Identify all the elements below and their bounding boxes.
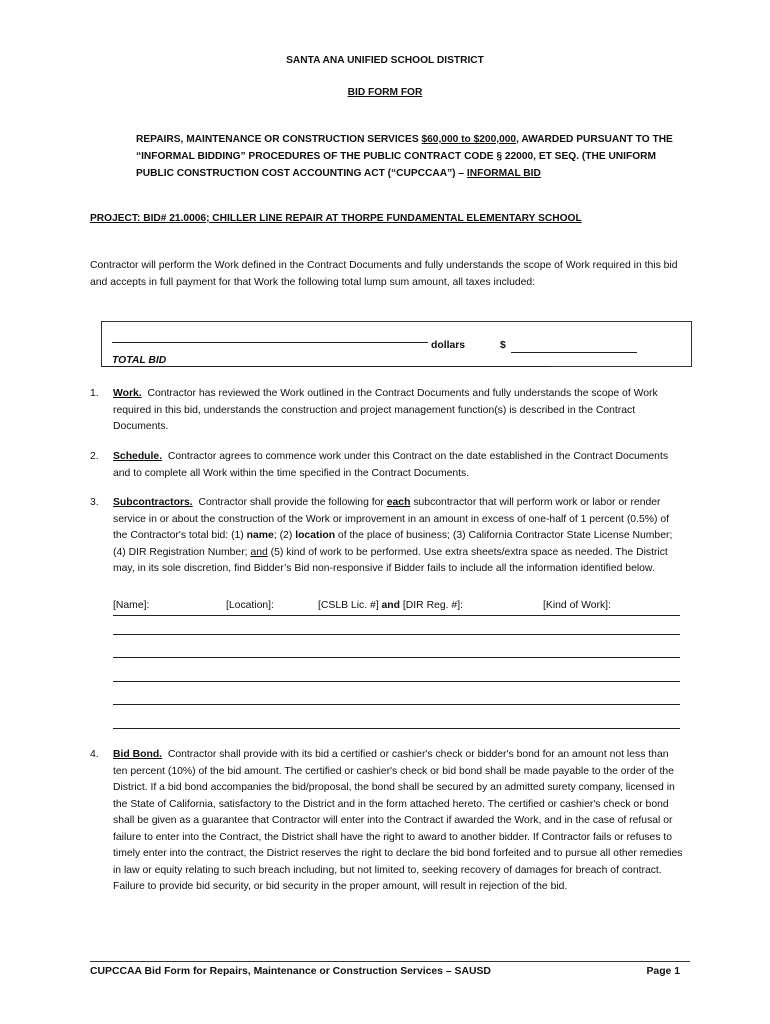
- item-text-e: (5) kind of work to be performed. Use extra sheets/extra space as needed. The District may, in its sole discretion, find Bidder’s Bid non-responsive if Bidder fails to include all the information identified below.: [113, 546, 668, 574]
- form-title: BID FORM FOR: [347, 87, 423, 98]
- item-text-name: name: [246, 530, 274, 541]
- total-bid-underline: [102, 366, 550, 367]
- subcontractor-entry-line[interactable]: [113, 681, 680, 682]
- subcontractor-entry-line[interactable]: [113, 728, 680, 729]
- form-description: [136, 131, 696, 182]
- sub-dir-text: [DIR Reg. #]:: [402, 600, 463, 611]
- item-text-location: location: [295, 530, 336, 541]
- description-informal-bid: INFORMAL BID: [466, 168, 541, 179]
- item-number: 2.: [90, 451, 99, 462]
- item-text: Contractor agrees to commence work under this Contract on the date established in the Contract Documents and to complete all Work within the time specified in the Contract Documents.: [113, 451, 669, 479]
- page-number: Page 1: [646, 966, 680, 977]
- item-text-and: and: [250, 546, 268, 558]
- subcontractor-entry-line[interactable]: [113, 704, 680, 705]
- item-title: Subcontractors.: [113, 497, 193, 508]
- item-number: 3.: [90, 497, 99, 508]
- item-title: Schedule.: [113, 451, 163, 462]
- description-part1: REPAIRS, MAINTENANCE OR CONSTRUCTION SERVICES: [136, 134, 422, 145]
- description-range: $60,000 to $200,000: [421, 134, 517, 145]
- item-text-d: of the place of business; (3) California Contractor State License Number; (4) DIR Registration Number;: [113, 530, 673, 558]
- item-text-c: ; (2): [273, 530, 296, 541]
- dollars-amount-field[interactable]: [511, 352, 637, 353]
- item-text: Contractor shall provide with its bid a certified or cashier's check or bidder's bond for an amount not less than ten percent (10%) of the bid amount. The certified or cashier's check or bid bond shall be made payable to the order of the District. If a bid bond accompanies the bid/proposal, the bond shall be secured by an admitted surety company, licensed in the State of California, satisfactory to the District and in the form attached hereto. The certified or cashier's check or bond shall be given as a guarantee that Contractor will enter into the Contract if awarded the Work, and in the case of refusal or failure to enter into the Contract, the District shall have the right to award to another bidder. If Contractor fails or refuses to timely enter into the contract, the District reserves the right to declare the bid bond forfeited and to pursue all other remedies in law or equity relating to such breach including, but not limited to, seeking recovery of damages for breach of contract. Failure to provide bid security, or bid security in the proper amount, will result in rejection of the bid.: [113, 749, 683, 892]
- sub-location-label: [Location]:: [226, 600, 274, 611]
- subcontractor-header-row: [113, 598, 680, 616]
- subcontractor-entry-line[interactable]: [113, 657, 680, 658]
- dollars-written-field[interactable]: [112, 342, 428, 343]
- item-text: Contractor has reviewed the Work outlined in the Contract Documents and fully understands the scope of Work required in this bid, understands the construction and project management function(s) is described in the Contract Documents.: [113, 388, 658, 432]
- dollar-sign: $: [500, 340, 506, 351]
- district-title: SANTA ANA UNIFIED SCHOOL DISTRICT: [286, 55, 484, 66]
- total-bid-box: [101, 321, 692, 367]
- item-text-each: each: [386, 497, 411, 508]
- sub-name-label: [Name]:: [113, 600, 150, 611]
- sub-kind-label: [Kind of Work]:: [543, 600, 611, 611]
- description-part2: , AWARDED PURSUANT TO THE “INFORMAL BIDDING” PROCEDURES OF THE PUBLIC CONTRACT CODE § 22000, ET SEQ. (THE UNIFORM PUBLIC CONSTRUCTION COST ACCOUNTING ACT (“CUPCCAA”) –: [136, 134, 673, 179]
- subcontractor-entry-line[interactable]: [113, 634, 680, 635]
- sub-and-text: and: [381, 600, 401, 611]
- item-text-b: subcontractor that will perform work or labor or render service in or about the construction of the Work or improvement in an amount in excess of one-half of 1 percent (0.5%) of the Contractor's total bid: (1): [113, 497, 669, 541]
- item-title: Bid Bond.: [113, 749, 163, 760]
- item-text-a: Contractor shall provide the following for: [198, 497, 387, 508]
- footer-title: CUPCCAA Bid Form for Repairs, Maintenance or Construction Services – SAUSD: [90, 966, 491, 977]
- item-number: 1.: [90, 388, 99, 399]
- total-bid-label: TOTAL BID: [112, 355, 167, 366]
- sub-cslb-label: [318, 598, 463, 615]
- project-label: PROJECT: BID# 21.0006; CHILLER LINE REPAIR AT THORPE FUNDAMENTAL ELEMENTARY SCHOOL: [90, 213, 582, 224]
- dollars-label: dollars: [431, 340, 466, 351]
- sub-cslb-text: [CSLB Lic. #]: [318, 600, 379, 611]
- item-title: Work.: [113, 388, 142, 399]
- item-number: 4.: [90, 749, 99, 760]
- footer-divider: [90, 961, 690, 962]
- intro-paragraph: Contractor will perform the Work defined in the Contract Documents and fully understands the scope of Work required in this bid and accepts in full payment for that Work the following total lump sum amount, all taxes included:: [90, 260, 678, 288]
